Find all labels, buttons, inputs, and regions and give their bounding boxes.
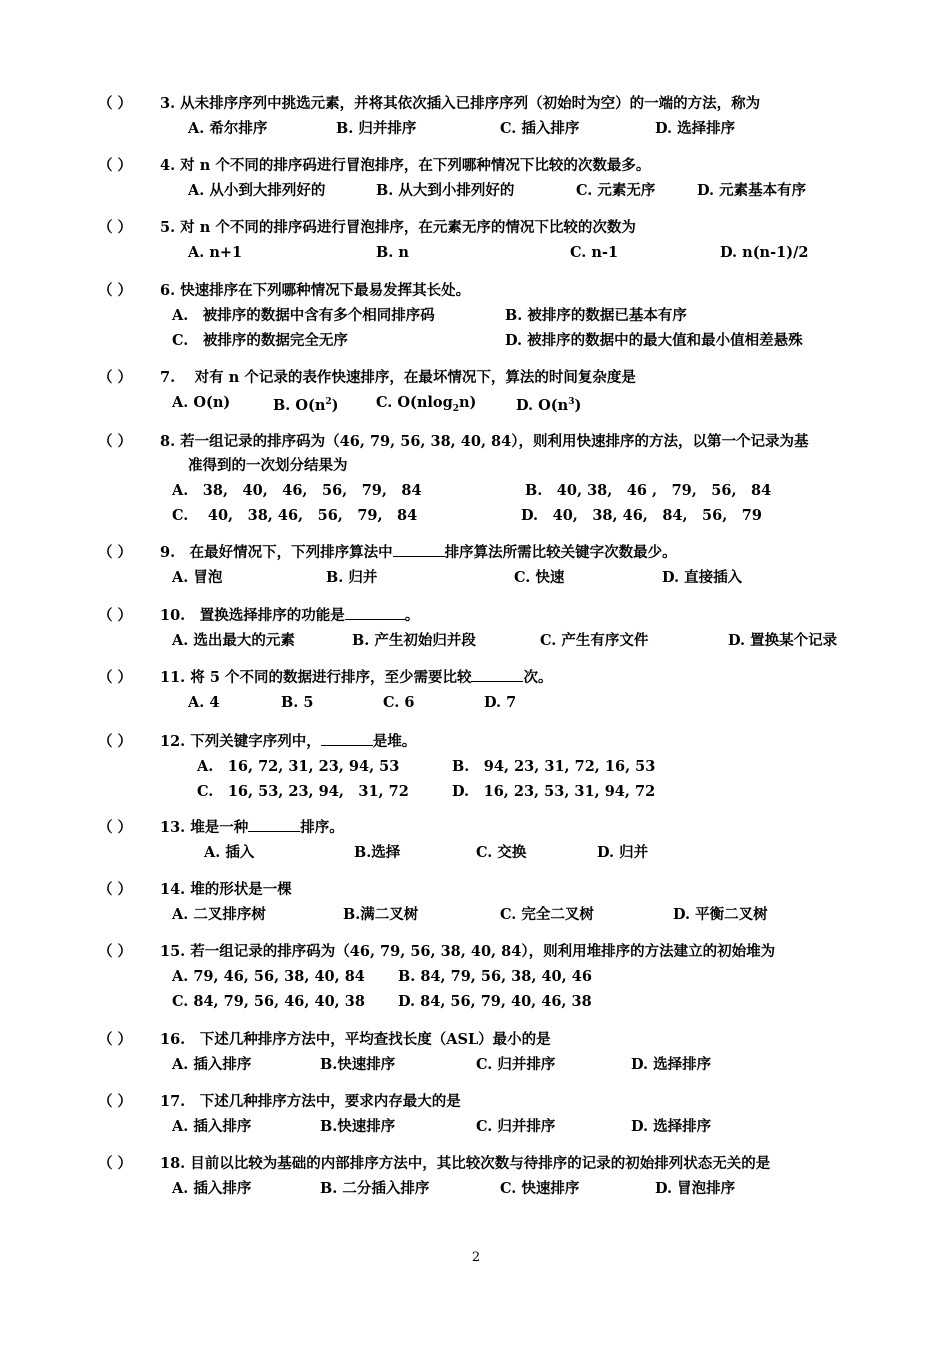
answer-paren: （ ） <box>98 95 133 112</box>
answer-paren: （ ） <box>98 433 133 450</box>
answer-paren: （ ） <box>98 1031 133 1048</box>
question-6 <box>0 279 952 353</box>
answer-blank[interactable] <box>321 731 373 746</box>
page-number: 2 <box>471 1250 481 1265</box>
option-a: A. 79, 46, 56, 38, 40, 84 <box>172 968 365 985</box>
question-18 <box>0 1152 952 1201</box>
option-c: C. 完全二叉树 <box>500 906 594 923</box>
question-13 <box>0 816 952 865</box>
answer-paren: （ ） <box>98 1093 133 1110</box>
answer-paren: （ ） <box>98 669 133 686</box>
option-a: A. 插入 <box>204 844 255 861</box>
option-d: D. 选择排序 <box>631 1118 712 1135</box>
option-a: A. 冒泡 <box>172 569 223 586</box>
option-b: B. $O(n^2)$ <box>273 396 339 414</box>
question-text: 18. 目前以比较为基础的内部排序方法中，其比较次数与待排序的记录的初始排列状态无关的是 <box>160 1155 771 1172</box>
question-5 <box>0 216 952 265</box>
option-a: A. 插入排序 <box>172 1056 252 1073</box>
answer-blank[interactable] <box>393 542 445 557</box>
option-c: C. 归并排序 <box>476 1118 556 1135</box>
option-b: B. 5 <box>281 694 314 711</box>
answer-paren: （ ） <box>98 544 133 561</box>
answer-blank[interactable] <box>345 605 405 620</box>
option-b: B.快速排序 <box>320 1118 396 1135</box>
question-9 <box>0 541 952 590</box>
answer-paren: （ ） <box>98 819 133 836</box>
question-14 <box>0 878 952 927</box>
question-text: 12. 下列关键字序列中， 是堆。 <box>160 733 417 750</box>
option-c: C. 84, 79, 56, 46, 40, 38 <box>172 993 365 1010</box>
option-b: B. 94, 23, 31, 72, 16, 53 <box>452 758 656 775</box>
answer-paren: （ ） <box>98 219 133 236</box>
question-text: 7. 对有 n 个记录的表作快速排序，在最坏情况下，算法的时间复杂度是 <box>160 369 636 386</box>
answer-blank[interactable] <box>248 817 300 832</box>
question-text: 16. 下述几种排序方法中，平均查找长度（ASL）最小的是 <box>160 1031 551 1048</box>
option-c: C. 快速排序 <box>500 1180 580 1197</box>
question-16 <box>0 1028 952 1077</box>
option-a: A. 希尔排序 <box>188 120 268 137</box>
option-c: C. 快速 <box>514 569 565 586</box>
option-a: A. 二叉排序树 <box>172 906 266 923</box>
answer-blank[interactable] <box>471 667 523 682</box>
question-text: 17. 下述几种排序方法中，要求内存最大的是 <box>160 1093 461 1110</box>
answer-paren: （ ） <box>98 1155 133 1172</box>
question-15 <box>0 940 952 1014</box>
option-b: B. 84, 79, 56, 38, 40, 46 <box>398 968 592 985</box>
option-a: A. 选出最大的元素 <box>172 632 295 649</box>
question-text-continued: 准得到的一次划分结果为 <box>188 457 348 474</box>
option-b: B. 归并排序 <box>336 120 417 137</box>
answer-paren: （ ） <box>98 943 133 960</box>
option-c: C. 产生有序文件 <box>540 632 649 649</box>
question-text: 11. 将 5 个不同的数据进行排序，至少需要比较 次。 <box>160 669 553 686</box>
option-d: D. 被排序的数据中的最大值和最小值相差悬殊 <box>505 332 803 349</box>
option-a: A. 38, 40, 46, 56, 79, 84 <box>172 482 422 499</box>
option-d: D. 7 <box>484 694 517 711</box>
question-text: 9. 在最好情况下，下列排序算法中 排序算法所需比较关键字次数最少。 <box>160 544 677 561</box>
option-b: B. 产生初始归并段 <box>352 632 476 649</box>
option-b: B. 二分插入排序 <box>320 1180 430 1197</box>
option-d: D. 归并 <box>597 844 649 861</box>
option-d: D. 置换某个记录 <box>728 632 838 649</box>
option-c: C. 交换 <box>476 844 527 861</box>
option-b: B.快速排序 <box>320 1056 396 1073</box>
option-d: D. 40, 38, 46, 84, 56, 79 <box>521 507 762 524</box>
option-c: C. O(nlog$_2$n) <box>376 394 477 414</box>
option-a: A. 插入排序 <box>172 1118 252 1135</box>
option-a: A. O(n) <box>172 394 231 411</box>
question-text: 8. 若一组记录的排序码为（46, 79, 56, 38, 40, 84），则利用快速排序的方法，以第一个记录为基 <box>160 433 809 450</box>
answer-paren: （ ） <box>98 157 133 174</box>
answer-paren: （ ） <box>98 733 133 750</box>
question-text: 4. 对 n 个不同的排序码进行冒泡排序，在下列哪种情况下比较的次数最多。 <box>160 157 651 174</box>
option-a: A. 4 <box>188 694 220 711</box>
option-b: B. 被排序的数据已基本有序 <box>505 307 687 324</box>
question-text: 10. 置换选择排序的功能是 。 <box>160 607 420 624</box>
option-d: D. 选择排序 <box>631 1056 712 1073</box>
question-text: 5. 对 n 个不同的排序码进行冒泡排序，在元素无序的情况下比较的次数为 <box>160 219 636 236</box>
option-c: C. 40, 38, 46, 56, 79, 84 <box>172 507 418 524</box>
question-7 <box>0 366 952 415</box>
question-3 <box>0 92 952 141</box>
question-text: 15. 若一组记录的排序码为（46, 79, 56, 38, 40, 84），则利用堆排序的方法建立的初始堆为 <box>160 943 776 960</box>
option-d: D. 冒泡排序 <box>655 1180 736 1197</box>
answer-paren: （ ） <box>98 369 133 386</box>
option-d: D. 元素基本有序 <box>697 182 807 199</box>
option-a: A. 被排序的数据中含有多个相同排序码 <box>172 307 435 324</box>
answer-paren: （ ） <box>98 282 133 299</box>
option-a: A. n+1 <box>188 244 243 261</box>
option-b: B. 归并 <box>326 569 378 586</box>
option-d: D. 16, 23, 53, 31, 94, 72 <box>452 783 656 800</box>
answer-paren: （ ） <box>98 881 133 898</box>
option-c: C. 元素无序 <box>576 182 656 199</box>
option-c: C. n-1 <box>570 244 619 261</box>
option-c: C. 被排序的数据完全无序 <box>172 332 348 349</box>
option-c: C. 6 <box>383 694 415 711</box>
option-d: D. 84, 56, 79, 40, 46, 38 <box>398 993 592 1010</box>
option-c: C. 插入排序 <box>500 120 580 137</box>
option-c: C. 16, 53, 23, 94, 31, 72 <box>197 783 409 800</box>
question-12 <box>0 730 952 804</box>
option-b: B. 从大到小排列好的 <box>376 182 515 199</box>
question-11 <box>0 666 952 715</box>
option-a: A. 插入排序 <box>172 1180 252 1197</box>
option-b: B. n <box>376 244 409 261</box>
option-d: D. 选择排序 <box>655 120 736 137</box>
question-17 <box>0 1090 952 1139</box>
question-text: 3. 从未排序序列中挑选元素，并将其依次插入已排序序列（初始时为空）的一端的方法，称为 <box>160 95 761 112</box>
option-b: B. 40, 38, 46 , 79, 56, 84 <box>525 482 772 499</box>
answer-paren: （ ） <box>98 607 133 624</box>
question-text: 13. 堆是一种 排序。 <box>160 819 344 836</box>
option-a: A. 16, 72, 31, 23, 94, 53 <box>197 758 400 775</box>
option-d: D. n(n-1)/2 <box>720 244 809 261</box>
option-d: D. 平衡二叉树 <box>673 906 768 923</box>
question-10 <box>0 604 952 653</box>
option-c: C. 归并排序 <box>476 1056 556 1073</box>
option-b: B.选择 <box>354 844 401 861</box>
question-4 <box>0 154 952 203</box>
option-d: D. 直接插入 <box>662 569 743 586</box>
question-text: 6. 快速排序在下列哪种情况下最易发挥其长处。 <box>160 282 471 299</box>
question-8 <box>0 430 952 528</box>
option-b: B.满二叉树 <box>343 906 419 923</box>
option-a: A. 从小到大排列好的 <box>188 182 326 199</box>
option-d: D. $O(n^3)$ <box>516 396 582 414</box>
question-text: 14. 堆的形状是一棵 <box>160 881 292 898</box>
